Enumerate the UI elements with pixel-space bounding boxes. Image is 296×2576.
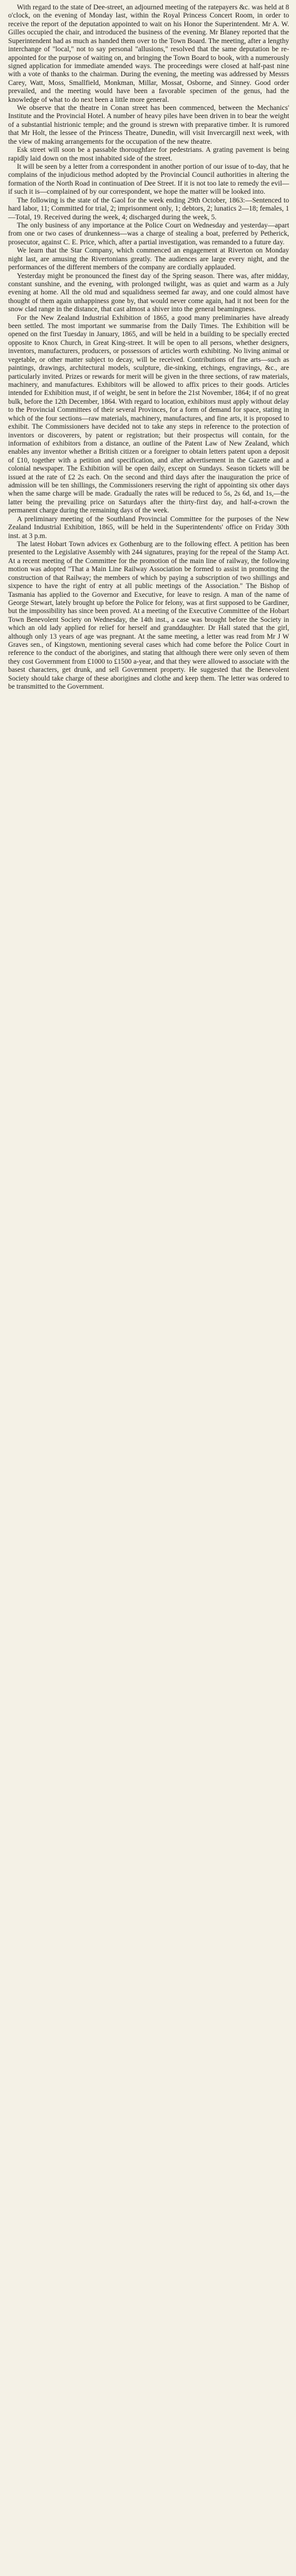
paragraph-dee-street-meeting: With regard to the state of Dee-street, an adjourned meeting of the ratepayers &c. was held at 8 o'clock, on the evening of Monday last, within the Royal Princess Concert Room, in order to receive the report of the deputation appointed to wait on his Honor the Superintendent. Mr A. W. Gilles occupied the chair, and introduced the business of the evening. Mr Blaney reported that the Superintendent had as much as handed them over to the Town Board. The meeting, after a lengthy interchange of "local," not to say personal "allusions," resolved that the same deputation be re-appointed for the purpose of waiting on, and bringing the Town Board to book, with a numerously signed application for immediate amended ways. The proceedings were closed at half-past nine with a vote of thanks to the chairman. During the evening, the meeting was addressed by Messrs Carey, Watt, Moss, Smallfield, Monkman, Millar, Mossat, Osborne, and Sinney. Good order prevailed, and the meeting would have been a favorable specimen of the genus, had the knowledge of what to do next been a little more general. bbox=[8, 4, 289, 104]
paragraph-star-company: We learn that the Star Company, which commenced an engagement at Riverton on Monday night last, are amusing the Rivertonians greatly. The audiences are large every night, and the performances of the different members of the company are cordially applauded. bbox=[8, 247, 289, 272]
paragraph-hobart-town: The latest Hobart Town advices ex Gothenburg are to the following effect. A petition has been presented to the Legislative Assembly with 244 signatures, praying for the repeal of the Stamp Act. At a recent meeting of the Committee for the promotion of the main line of railway, the following motion was adopted "That a Main Line Railway Association be formed to assist in promoting the construction of that Railway; the members of which by paying a subscription of two shillings and sixpence to have the right of entry at all public meetings of the Association." The Bishop of Tasmania has applied to the Governor and Executive, for leave to resign. A man of the name of George Stewart, lately brought up before the Police for felony, was at first supposed to be Gardiner, but the impossibility has since been proved. At a meeting of the Executive Committee of the Hobart Town Benevolent Society on Wednesday, the 14th inst., a case was brought before the Society in which an old lady applied for relief for herself and granddaughter. Dr Hall stated that the girl, although only 13 years of age was pregnant. At the same meeting, a letter was read from Mr J W Graves sen., of Kingstown, mentioning several cases which had come before the Police Court in reference to the conduct of the aborigines, and stating that although there were only seven of them they cost Government from £1000 to £1500 a-year, and that they were allowed to associate with the basest characters, get drunk, and sell Government property. He suggested that the Benevolent Society should take charge of these aborigines and clothe and keep them. The letter was ordered to be transmitted to the Government. bbox=[8, 541, 289, 691]
paragraph-provincial-committee: A preliminary meeting of the Southland Provincial Committee for the purposes of the New Zealand Industrial Exhibition, 1865, will be held in the Superintendents' office on Friday 30th inst. at 3 p.m. bbox=[8, 515, 289, 540]
paragraph-gaol-state: The following is the state of the Gaol for the week ending 29th October, 1863:—Sentenced to hard labor, 11; Committed for trial, 2; imprisonment only, 1; debtors, 2; lunatics 2—18; females, 1—Total, 19. Received during the week, 4; discharged during the week, 5. bbox=[8, 196, 289, 221]
paragraph-esk-street: Esk street will soon be a passable thoroughfare for pedestrians. A grating pavement is being rapidly laid down on the most inhabited side of the street. bbox=[8, 146, 289, 162]
paragraph-spring-weather: Yesterday might be pronounced the finest day of the Spring season. There was, after midday, constant sunshine, and the evening, with prolonged twilight, was as quiet and warm as a July evening at home. All the old mud and squalidness seemed far away, and one could almost have thought of them again unhappiness gone by, that would never come again, had it not been for the snow clad range in the distance, that cast almost a shiver into the general beamingness. bbox=[8, 272, 289, 314]
paragraph-industrial-exhibition: For the New Zealand Industrial Exhibition of 1865, a good many preliminaries have already been settled. The most important we summarise from the Daily Times. The Exhibition will be opened on the first Tuesday in January, 1865, and will be held in a building to be specially erected opposite to Knox Church, in Great King-street. It will be open to all persons, whether designers, inventors, manufacturers, producers, or possessors of articles worth exhibiting. No living animal or vegetable, or other matter subject to decay, will be received. Contributions of fine arts—such as paintings, drawings, architectural models, sculpture, die-sinking, etchings, engravings, &c., are particularly invited. Prizes or rewards for merit will be given in the three sections, of raw materials, machinery, and manufactures. Exhibitors will be allowed to affix prices to their goods. Articles intended for Exhibition must, if of weight, be sent in before the 21st November, 1864; if of no great bulk, before the 12th December, 1864. With regard to location, exhibitors must apply without delay to the Provincial Committees of their several Provinces, for a form of demand for space, stating in which of the four sections—raw materials, machinery, manufactures, and fine arts, it is proposed to exhibit. The Commissioners have decided not to take any steps in reference to the protection of inventors or discoverers, by patent or registration; but their prospectus will contain, for the information of exhibitors from a distance, an outline of the Patent Law of New Zealand, which enables any inventor whether a British citizen or a foreigner to obtain letters patent upon a deposit of £10, together with a petition and specification, and after advertisement in the Gazette and a colonial newspaper. The Exhibition will be open daily, except on Sundays. Season tickets will be issued at the rate of £2 2s each. On the second and third days after the inauguration the price of admission will be ten shillings, the Commissioners reserving the right of appointing six other days when the same charge will be made. Gradually the rates will be reduced to 5s, 2s 6d, and 1s,—the latter being the prevailing price on Saturdays after the thirty-first day, and half-a-crown the permanent charge during the remaining days of the week. bbox=[8, 314, 289, 515]
paragraph-theatre: We observe that the theatre in Conan street has been commenced, between the Mechanics' Institute and the Provincial Hotel. A number of heavy piles have been driven in to bear the weight of a substantial histrionic temple; and the ground is strewn with preparative timber. It is rumored that Mr Holt, the lessee of the Princess Theatre, Dunedin, will visit Invercargill next week, with the view of making arrangements for the occupation of the new theatre. bbox=[8, 104, 289, 146]
paragraph-north-road: It will be seen by a letter from a correspondent in another portion of our issue of to-day, that he complains of the injudicious method adopted by the Provincial Council authorities in altering the formation of the North Road in continuation of Dee Street. If it is not too late to remedy the evil—if such it is—complained of by our correspondent, we hope the matter will be looked into. bbox=[8, 163, 289, 196]
paragraph-police-court: The only business of any importance at the Police Court on Wednesday and yesterday—apart from one or two cases of drunkenness—was a charge of stealing a boat, preferred by Petherick, prosecutor, against C. E. Price, which, after a partial investigation, was remanded to a future day. bbox=[8, 221, 289, 246]
